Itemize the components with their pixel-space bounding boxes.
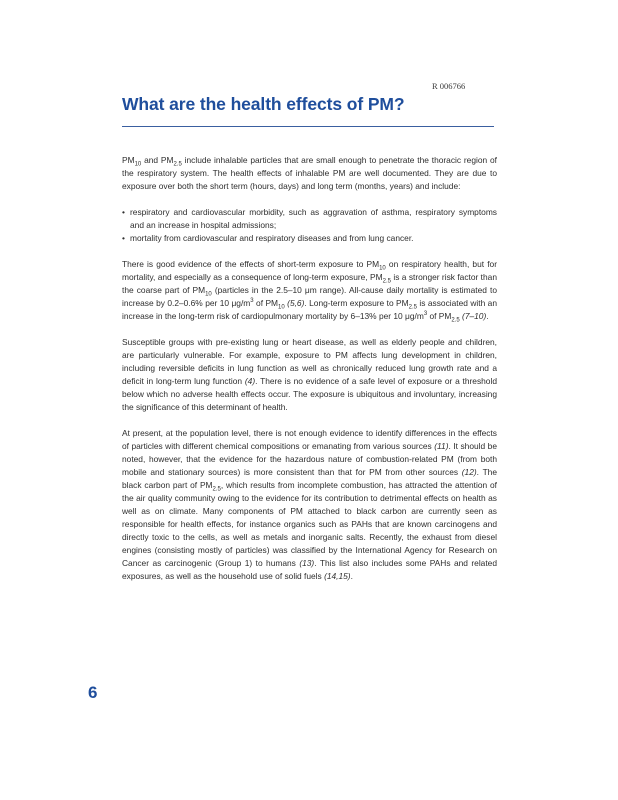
bullet-icon: •: [122, 233, 125, 243]
reference: (11): [434, 441, 449, 451]
health-effects-list: [122, 206, 497, 245]
page-number: 6: [88, 683, 98, 702]
bullet-icon: •: [122, 207, 125, 217]
document-id: R 006766: [432, 81, 466, 91]
reference: (13): [299, 558, 315, 568]
list-item: • respiratory and cardiovascular morbidity, such as aggravation of asthma, respiratory symptoms and an increase in hospital admissions;: [122, 207, 497, 230]
reference: (5,6): [287, 298, 305, 308]
reference: (7–10): [462, 311, 487, 321]
body-text: [122, 154, 497, 596]
susceptible-groups-paragraph: Susceptible groups with pre-existing lung or heart disease, as well as elderly people and children, are particularly vulnerable. For example, exposure to PM affects lung development in children, including reversible deficits in lung function as well as chronically reduced lung growth rate and a deficit in long-term lung function (4). There is no evidence of a safe level of exposure or a threshold below which no adverse health effects occur. The exposure is ubiquitous and involuntary, increasing the significance of this determinant of health.: [122, 337, 497, 412]
title-divider: [122, 126, 494, 127]
intro-paragraph: $PM_{10}$ and $PM_{2.5}$ include inhalable particles that are small enough to penetrate the thoracic region of the respiratory system. The health effects of inhalable PM are well documented. They are due to exposure over both the short term (hours, days) and long term (months, years) and include:: [122, 155, 497, 191]
list-item: • mortality from cardiovascular and respiratory diseases and from lung cancer.: [122, 233, 414, 243]
page-title: What are the health effects of PM?: [122, 94, 405, 114]
reference: (4): [244, 376, 256, 386]
reference: (14,15): [324, 571, 351, 581]
composition-paragraph: At present, at the population level, there is not enough evidence to identify differences in the effects of particles with different chemical compositions or emanating from various sources (11). It should be noted, however, that the evidence for the hazardous nature of combustion-related PM (from both mobile and stationary sources) is more consistent than that for PM from other sources (12). The black carbon part of $PM_{2.5}$, which results from incomplete combustion, has attracted the attention of the air quality community owing to the evidence for its contribution to detrimental effects on health as well as on climate. Many components of PM attached to black carbon are currently seen as responsible for health effects, for instance organics such as PAHs that are known carcinogens and directly toxic to the cells, as well as metals and inorganic salts. Recently, the exhaust from diesel engines (consisting mostly of particles) was classified by the International Agency for Research on Cancer as carcinogenic (Group 1) to humans (13). This list also includes some PAHs and related exposures, as well as the household use of solid fuels (14,15).: [122, 428, 497, 581]
reference: (12): [461, 467, 477, 477]
evidence-paragraph: There is good evidence of the effects of short-term exposure to $PM_{10}$ on respiratory health, but for mortality, and especially as a consequence of long-term exposure, $PM_{2.5}$ is a stronger risk factor than the coarse part of $PM_{10}$ (particles in the 2.5–10 μm range). All-cause daily mortality is estimated to increase by 0.2–0.6% per 10 $\mu g/m^3$ of $PM_{10}$ (5,6). Long-term exposure to $PM_{2.5}$ is associated with an increase in the long-term risk of cardiopulmonary mortality by 6–13% per 10 $\mu g/m^3$ of $PM_{2.5}$ (7–10).: [122, 259, 497, 324]
